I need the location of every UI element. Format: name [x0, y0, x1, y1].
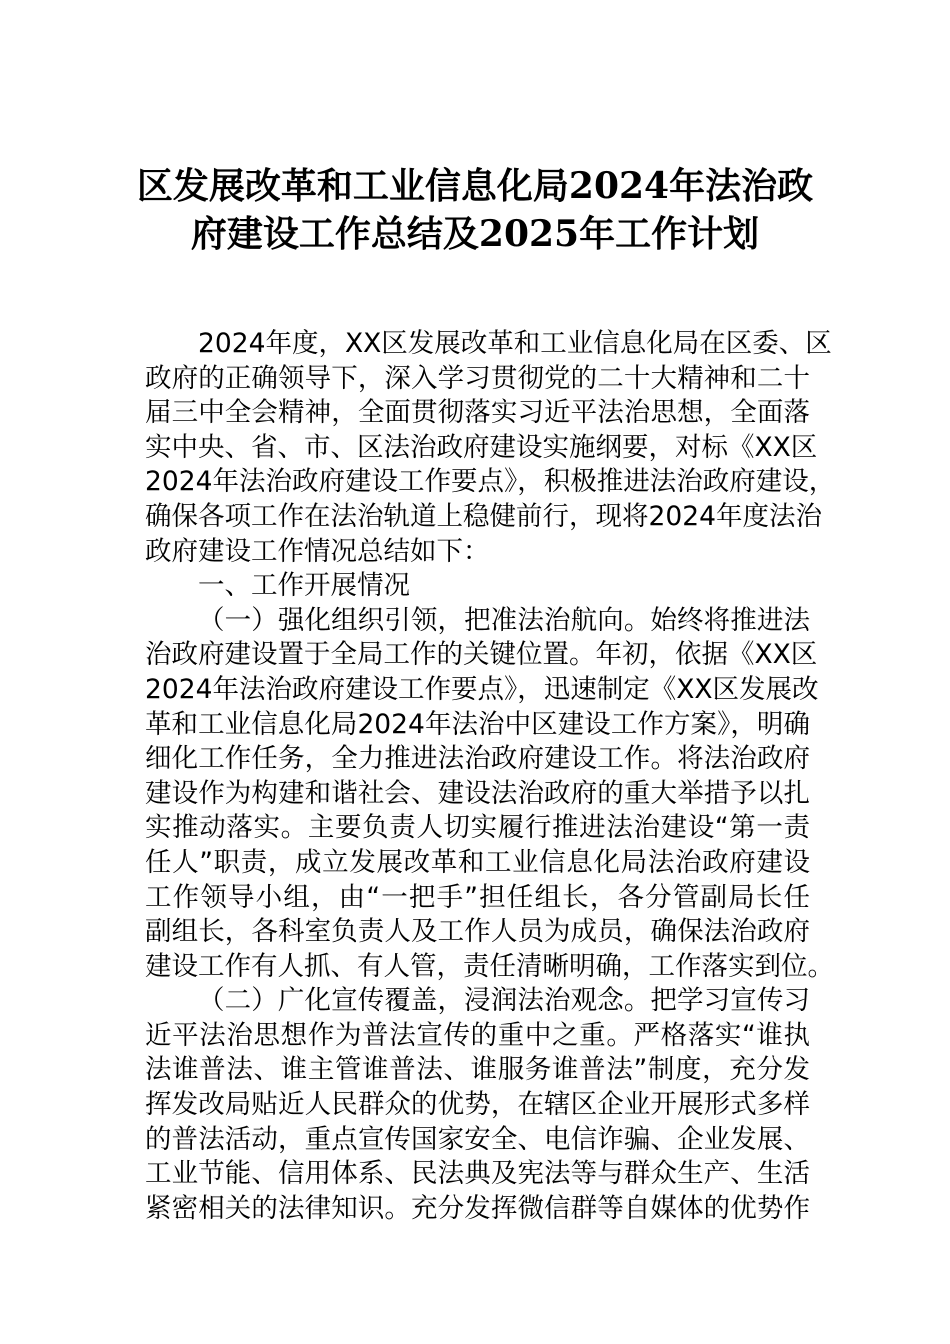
body-line: 的普法活动，重点宣传国家安全、电信诈骗、企业发展、: [145, 1123, 810, 1155]
document-title-line-2: 府建设工作总结及2025年工作计划: [190, 213, 760, 255]
body-line: 2024年法治政府建设工作要点》，迅速制定《XX区发展改: [145, 673, 819, 705]
body-line: 实中央、省、市、区法治政府建设实施纲要，对标《XX区: [145, 431, 818, 463]
body-line: 挥发改局贴近人民群众的优势，在辖区企业开展形式多样: [145, 1089, 810, 1121]
body-line: 治政府建设置于全局工作的关键位置。年初，依据《XX区: [145, 639, 818, 671]
body-line: 政府的正确领导下，深入学习贯彻党的二十大精神和二十: [145, 362, 810, 394]
section-heading: 一、工作开展情况: [198, 570, 410, 602]
body-line: 2024年法治政府建设工作要点》，积极推进法治政府建设，: [145, 466, 836, 498]
body-line: 细化工作任务，全力推进法治政府建设工作。将法治政府: [145, 743, 810, 775]
body-line: 工业节能、信用体系、民法典及宪法等与群众生产、生活: [145, 1158, 810, 1190]
body-line: （一）强化组织引领，把准法治航向。始终将推进法: [198, 604, 810, 636]
body-line: （二）广化宣传覆盖，浸润法治观念。把学习宣传习: [198, 985, 810, 1017]
body-line: 建设工作有人抓、有人管，责任清晰明确，工作落实到位。: [145, 950, 834, 982]
document-body: [145, 327, 836, 1226]
body-line: 政府建设工作情况总结如下：: [145, 535, 490, 567]
body-line: 法谁普法、谁主管谁普法、谁服务谁普法”制度，充分发: [145, 1054, 810, 1086]
body-line: 届三中全会精神，全面贯彻落实习近平法治思想，全面落: [145, 397, 810, 429]
body-line: 任人”职责，成立发展改革和工业信息化局法治政府建设: [145, 846, 810, 878]
body-line: 紧密相关的法律知识。充分发挥微信群等自媒体的优势作: [145, 1192, 810, 1224]
body-line: 革和工业信息化局2024年法治中区建设工作方案》，明确: [145, 708, 810, 740]
body-line: 2024年度，XX区发展改革和工业信息化局在区委、区: [198, 328, 832, 359]
body-line: 实推动落实。主要负责人切实履行推进法治建设“第一责: [145, 812, 810, 844]
body-line: 建设作为构建和谐社会、建设法治政府的重大举措予以扎: [145, 777, 810, 809]
body-line: 副组长，各科室负责人及工作人员为成员，确保法治政府: [145, 916, 810, 948]
body-line: 近平法治思想作为普法宣传的重中之重。严格落实“谁执: [145, 1019, 810, 1051]
body-line: 确保各项工作在法治轨道上稳健前行，现将2024年度法治: [145, 500, 822, 532]
body-line: 工作领导小组，由“一把手”担任组长，各分管副局长任: [145, 881, 810, 913]
document-title-line-1: 区发展改革和工业信息化局2024年法治政: [136, 165, 814, 207]
